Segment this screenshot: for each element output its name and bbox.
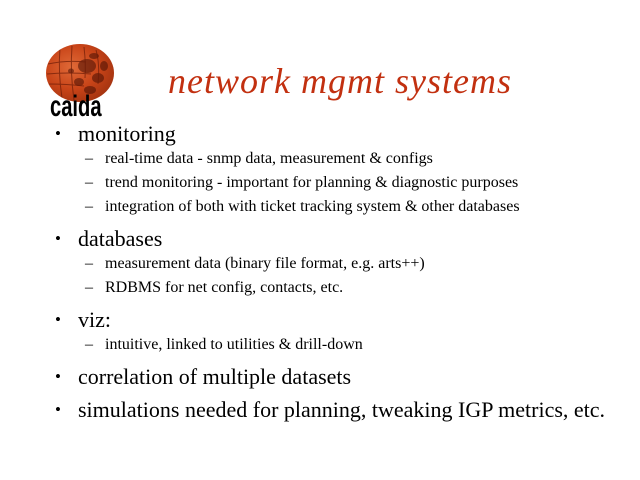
- bullet-marker-icon: •: [55, 310, 61, 329]
- bullet-item: [55, 363, 607, 390]
- bullet-text: trend monitoring - important for planning & diagnostic purposes: [105, 174, 519, 191]
- bullet-text: intuitive, linked to utilities & drill-down: [105, 336, 363, 353]
- dash-marker-icon: –: [85, 279, 93, 296]
- bullet-text: monitoring: [78, 121, 176, 146]
- sub-bullet-item: [85, 333, 607, 357]
- bullet-list: [55, 114, 607, 423]
- caida-logo: [44, 42, 124, 122]
- bullet-text: real-time data - snmp data, measurement & configs: [105, 150, 433, 167]
- bullet-item: [55, 396, 607, 423]
- bullet-marker-icon: •: [55, 367, 61, 386]
- bullet-item: [55, 120, 607, 147]
- dash-marker-icon: –: [85, 255, 93, 272]
- bullet-text: RDBMS for net config, contacts, etc.: [105, 279, 344, 296]
- sub-bullet-item: [85, 147, 607, 171]
- dash-marker-icon: –: [85, 150, 93, 167]
- caida-wordmark: caida: [50, 89, 102, 123]
- dash-marker-icon: –: [85, 174, 93, 191]
- sub-bullet-item: [85, 171, 607, 195]
- dash-marker-icon: –: [85, 198, 93, 215]
- bullet-marker-icon: •: [55, 400, 61, 419]
- bullet-text: databases: [78, 226, 163, 251]
- dash-marker-icon: –: [85, 336, 93, 353]
- sub-bullet-item: [85, 252, 607, 276]
- bullet-text: viz:: [78, 307, 111, 332]
- slide-title: network mgmt systems: [168, 61, 512, 101]
- bullet-text: integration of both with ticket tracking system & other databases: [105, 198, 520, 215]
- sub-bullet-item: [85, 276, 607, 300]
- bullet-marker-icon: •: [55, 229, 61, 248]
- bullet-item: [55, 306, 607, 333]
- bullet-item: [55, 225, 607, 252]
- bullet-text: correlation of multiple datasets: [78, 364, 352, 389]
- sub-bullet-item: [85, 195, 607, 219]
- bullet-text: simulations needed for planning, tweaking IGP metrics, etc.: [78, 397, 606, 422]
- bullet-text: measurement data (binary file format, e.g. arts++): [105, 255, 425, 272]
- bullet-marker-icon: •: [55, 124, 61, 143]
